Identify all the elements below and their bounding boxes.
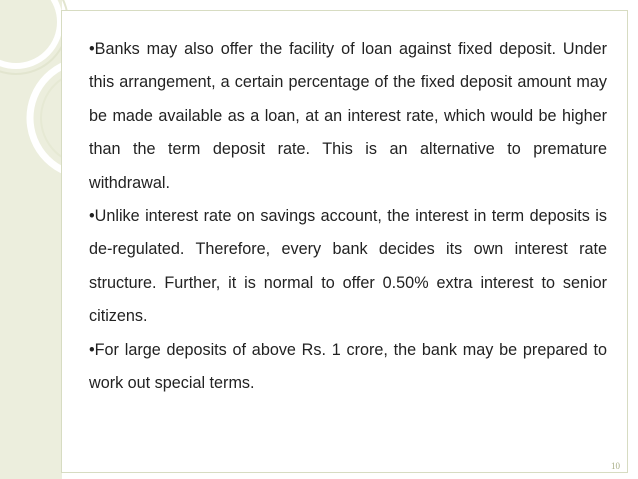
bullet-item: •Banks may also offer the facility of loan against fixed deposit. Under this arrangement, a certain percentage of the fixed deposit amount may be made available as a loan, at an interest rate, which would be higher than the term deposit rate. This is an alternative to premature withdrawal. (89, 40, 607, 192)
bullet-list (89, 33, 607, 400)
page-number: 10 (611, 461, 620, 471)
decorative-ring-top (0, 0, 60, 66)
bullet-item: •Unlike interest rate on savings account, the interest in term deposits is de-regulated. Therefore, every bank decides its own interest rate structure. Further, it is normal to offer 0.50% extra interest to senior citizens. (89, 207, 607, 326)
bullet-item: •For large deposits of above Rs. 1 crore, the bank may be prepared to work out special terms. (89, 340, 607, 393)
